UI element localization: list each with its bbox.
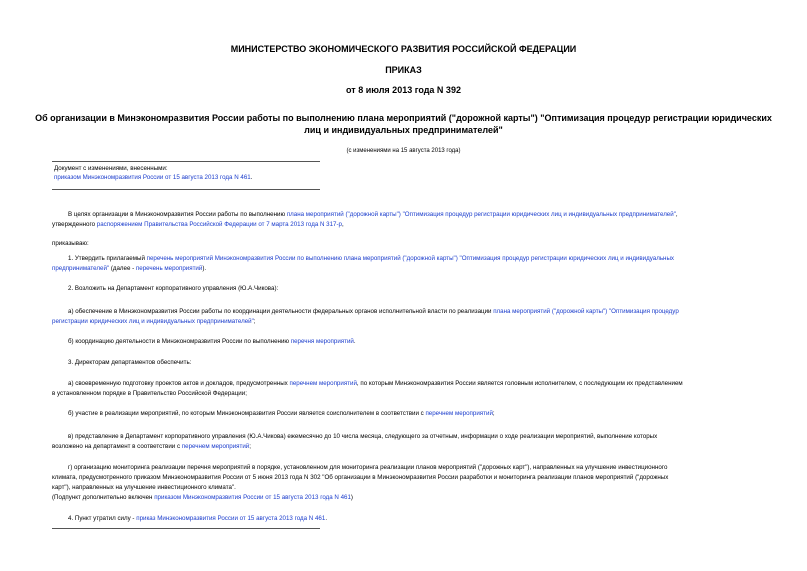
item3c-line1: в) представление в Департамент корпоративного управления (Ю.А.Чикова) ежемесячно до 10 числа месяца, следующего за отчетным, информации о ходе реализации мероприятий, выполнение которых xyxy=(68,433,658,440)
amend-link[interactable]: приказом Минэкономразвития России от 15 августа 2013 года N 461 xyxy=(54,174,251,181)
item1-list-link-cont[interactable]: предпринимателей" xyxy=(52,265,110,272)
item1-line2: предпринимателей" (далее - перечень мероприятий). xyxy=(52,265,207,272)
amend-end: . xyxy=(250,174,253,181)
doc-title-line2: лиц и индивидуальных предпринимателей" xyxy=(304,125,503,135)
doc-title-line1: Об организации в Минэкономразвития России работы по выполнению плана мероприятий ("дорожной карты") "Оптимизация процедур регистрации юридических xyxy=(35,113,772,123)
item2a-plan-link[interactable]: плана мероприятий ("дорожной карты") "Оптимизация процедур xyxy=(493,308,679,315)
item3a-line2: в установленном порядке в Правительство Российской Федерации; xyxy=(52,390,247,397)
item2a-line2: регистрации юридических лиц и индивидуальных предпринимателей"; xyxy=(52,318,256,325)
intro-line1: В целях организации в Минэкономразвития России работы по выполнению плана мероприятий ("дорожной карты") "Оптимизация процедур регистрации юридических лиц и индивидуальных предпринимателей", xyxy=(68,211,678,218)
item4-rule xyxy=(52,528,320,529)
item1-list-link[interactable]: перечень мероприятий Минэкономразвития России по выполнению плана мероприятий ("дорожной карты") "Оптимизация процедур регистрации юридических лиц и индивидуальных xyxy=(146,255,674,262)
order-word: приказываю: xyxy=(52,240,89,247)
item3d-note-link[interactable]: приказом Минэкономразвития России от 15 августа 2013 года N 461 xyxy=(154,494,351,501)
doc-type-heading: ПРИКАЗ xyxy=(385,65,422,75)
amend-box-bottom-rule xyxy=(52,189,320,190)
ministry-heading: МИНИСТЕРСТВО ЭКОНОМИЧЕСКОГО РАЗВИТИЯ РОССИЙСКОЙ ФЕДЕРАЦИИ xyxy=(230,44,577,54)
item3d-line3: карт"), направленных на улучшение инвестиционного климата". xyxy=(52,484,236,491)
revision-note: (с изменениями на 15 августа 2013 года) xyxy=(346,148,461,154)
amend-box-caption: Документ с изменениями, внесенными: xyxy=(54,165,168,172)
amend-box-line2 xyxy=(54,173,252,182)
item3a-line1: а) своевременную подготовку проектов актов и докладов, предусмотренных перечнем мероприятий, по которым Минэкономразвития России является головным исполнителем, с последующим их представлением xyxy=(68,380,683,387)
item2a-plan-link-cont[interactable]: регистрации юридических лиц и индивидуальных предпринимателей" xyxy=(52,318,254,325)
item3d-line1: г) организацию мониторинга реализации перечня мероприятий в порядке, установленном для мониторинга реализации планов мероприятий ("дорожных карт"), направленных на улучшение инвестиционного xyxy=(68,464,668,471)
item3d-note: (Подпункт дополнительно включен приказом Минэкономразвития России от 15 августа 2013 года N 461) xyxy=(52,494,353,501)
intro-plan-link[interactable]: плана мероприятий ("дорожной карты") "Оптимизация процедур регистрации юридических лиц и индивидуальных предпринимателей" xyxy=(286,211,676,218)
item4: 4. Пункт утратил силу - приказ Минэкономразвития России от 15 августа 2013 года N 461. xyxy=(68,515,328,522)
date-number-heading: от 8 июля 2013 года N 392 xyxy=(346,85,461,95)
item3b: б) участие в реализации мероприятий, по которым Минэкономразвития России является соисполнителем в соответствии с перечнем мероприятий; xyxy=(68,410,495,417)
item4-link[interactable]: приказ Минэкономразвития России от 15 августа 2013 года N 461 xyxy=(136,515,326,522)
item2a-line1: а) обеспечение в Минэкономразвития России работы по координации деятельности федеральных органов исполнительной власти по реализации плана мероприятий ("дорожной карты") "Оптимизация процедур xyxy=(68,308,679,315)
intro-line2: утвержденного распоряжением Правительства Российской Федерации от 7 марта 2013 года N 317-р, xyxy=(52,221,344,228)
item1-list-short-link[interactable]: перечень мероприятий xyxy=(135,265,203,272)
item2b-list-link[interactable]: перечня мероприятий xyxy=(290,338,354,345)
intro-order-link[interactable]: распоряжением Правительства Российской Федерации от 7 марта 2013 года N 317-р xyxy=(96,221,342,228)
item3a-list-link[interactable]: перечнем мероприятий xyxy=(289,380,357,387)
item3d-line2: климата, предусмотренного приказом Минэкономразвития России от 5 июня 2013 года N 302 "Об организации в Минэкономразвития России разработки и мониторинга реализации планов мероприятий ("дорожных xyxy=(52,474,669,481)
item3c-list-link[interactable]: перечнем мероприятий xyxy=(181,443,250,450)
item2b: б) координацию деятельности в Минэкономразвития России по выполнению перечня мероприятий. xyxy=(68,338,356,345)
item1-line1: 1. Утвердить прилагаемый перечень мероприятий Минэкономразвития России по выполнению плана мероприятий ("дорожной карты") "Оптимизация процедур регистрации юридических лиц и индивидуальных xyxy=(68,255,674,262)
item2: 2. Возложить на Департамент корпоративного управления (Ю.А.Чикова): xyxy=(68,285,279,292)
item3: 3. Директорам департаментов обеспечить: xyxy=(68,359,192,366)
item3c-line2: возложено на департамент в соответствии с перечнем мероприятий; xyxy=(52,443,251,450)
amend-box-top-rule xyxy=(52,161,320,162)
item3b-list-link[interactable]: перечнем мероприятий xyxy=(425,410,493,417)
